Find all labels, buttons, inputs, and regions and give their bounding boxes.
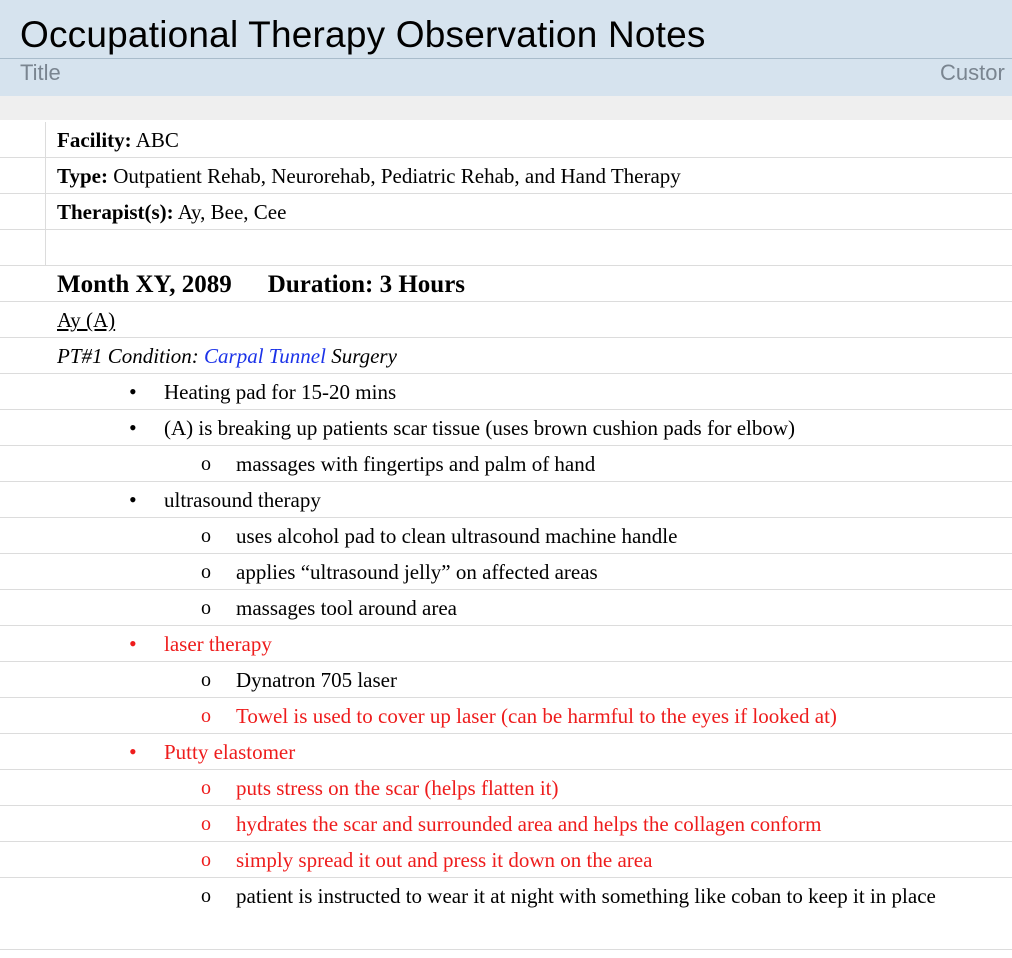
sub-bullet-marker: o — [201, 813, 211, 835]
sub-bullet-marker: o — [201, 777, 211, 799]
sub-bullet-marker: o — [201, 849, 211, 871]
sub-item-text: uses alcohol pad to clean ultrasound machine handle — [236, 524, 678, 548]
session-duration: Duration: 3 Hours — [267, 271, 466, 298]
sub-item-text: hydrates the scar and surrounded area and helps the collagen conform — [236, 812, 822, 836]
custom-field-label: Custor — [940, 60, 1005, 85]
sub-bullet-marker: o — [201, 525, 211, 547]
list-item[interactable] — [0, 410, 1012, 446]
type-label: Type: — [57, 164, 108, 188]
row-gutter — [45, 158, 46, 193]
sub-item-text: massages with fingertips and palm of hand — [236, 452, 596, 476]
therapist-row[interactable] — [0, 302, 1012, 338]
sub-item-text: applies “ultrasound jelly” on affected areas — [236, 560, 598, 584]
sub-bullet-marker: o — [201, 669, 211, 691]
facility-row[interactable] — [0, 122, 1012, 158]
sub-list-item[interactable] — [0, 842, 1012, 878]
bullet-marker: • — [129, 379, 137, 404]
sub-list-item[interactable] — [0, 554, 1012, 590]
sub-list-item[interactable] — [0, 806, 1012, 842]
sub-list-item[interactable] — [0, 518, 1012, 554]
sub-item-text: massages tool around area — [236, 596, 458, 620]
row-gutter — [45, 230, 46, 265]
sub-list-item[interactable] — [0, 770, 1012, 806]
therapists-label: Therapist(s): — [57, 200, 174, 224]
list-item-text: Heating pad for 15-20 mins — [164, 380, 397, 404]
sub-item-text: puts stress on the scar (helps flatten it) — [236, 776, 559, 800]
title-field-label: Title — [20, 60, 61, 85]
bullet-marker: • — [129, 739, 137, 764]
sub-list-item[interactable] — [0, 698, 1012, 734]
sub-bullet-marker: o — [201, 597, 211, 619]
condition-prefix: PT#1 Condition: — [57, 344, 205, 368]
row-gutter — [45, 122, 46, 157]
list-item[interactable] — [0, 626, 1012, 662]
sub-bullet-marker: o — [201, 561, 211, 583]
therapists-value: Ay, Bee, Cee — [177, 200, 287, 224]
sub-item-text: Dynatron 705 laser — [236, 668, 397, 692]
session-date: Month XY, 2089 — [57, 271, 232, 298]
session-heading-row[interactable] — [0, 266, 1012, 302]
header-spacer — [0, 96, 1012, 120]
list-item-text: laser therapy — [164, 632, 272, 656]
list-item[interactable] — [0, 734, 1012, 770]
type-row[interactable] — [0, 158, 1012, 194]
sub-list-item[interactable] — [0, 878, 1012, 950]
facility-value: ABC — [135, 128, 179, 152]
list-item-text: (A) is breaking up patients scar tissue (uses brown cushion pads for elbow) — [164, 416, 796, 440]
document-header — [0, 0, 1012, 96]
therapists-row[interactable] — [0, 194, 1012, 230]
condition-suffix: Surgery — [325, 344, 397, 368]
list-item-text: Putty elastomer — [164, 740, 296, 764]
blank-row[interactable] — [0, 230, 1012, 266]
document-title[interactable]: Occupational Therapy Observation Notes — [20, 14, 706, 55]
facility-label: Facility: — [57, 128, 132, 152]
header-divider — [0, 58, 1012, 59]
note-body[interactable] — [0, 122, 1012, 950]
row-gutter — [45, 194, 46, 229]
bullet-marker: • — [129, 487, 137, 512]
sub-list-item[interactable] — [0, 590, 1012, 626]
sub-item-text: patient is instructed to wear it at night with something like coban to keep it in place — [236, 884, 936, 908]
list-item-text: ultrasound therapy — [164, 488, 321, 512]
bullet-marker: • — [129, 415, 137, 440]
session-therapist: Ay (A) — [57, 308, 116, 332]
type-value: Outpatient Rehab, Neurorehab, Pediatric Rehab, and Hand Therapy — [113, 164, 681, 188]
sub-bullet-marker: o — [201, 453, 211, 475]
condition-link[interactable]: Carpal Tunnel — [204, 344, 326, 368]
sub-item-text: Towel is used to cover up laser (can be harmful to the eyes if looked at) — [236, 704, 837, 728]
condition-row[interactable] — [0, 338, 1012, 374]
bullet-marker: • — [129, 631, 137, 656]
sub-item-text: simply spread it out and press it down on the area — [236, 848, 653, 872]
list-item[interactable] — [0, 374, 1012, 410]
sub-list-item[interactable] — [0, 446, 1012, 482]
sub-bullet-marker: o — [201, 885, 211, 907]
sub-list-item[interactable] — [0, 662, 1012, 698]
list-item[interactable] — [0, 482, 1012, 518]
sub-bullet-marker: o — [201, 705, 211, 727]
